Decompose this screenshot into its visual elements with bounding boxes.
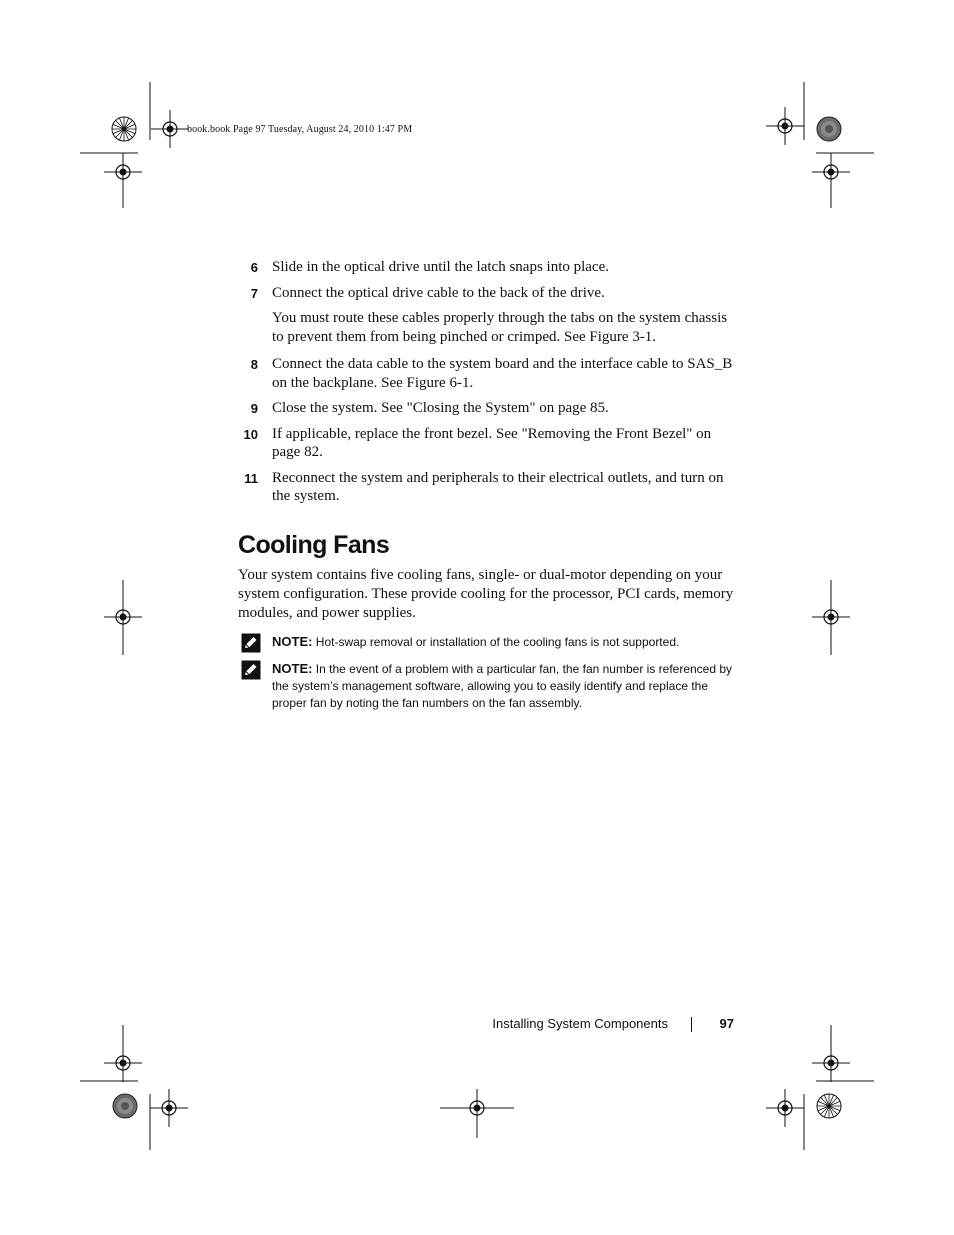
note-text: In the event of a problem with a particular fan, the fan number is referenced by the system’s management software, allowing you to easily identify and replace the proper fan by noting the fan numbers on the fan assembly. [272, 661, 733, 710]
step-7-detail: You must route these cables properly through the tabs on the system chassis to prevent them from being pinched or crimped. See Figure 3-1. [272, 310, 728, 345]
note-2 [238, 660, 738, 712]
step-text: Slide in the optical drive until the latch snaps into place. [272, 259, 610, 275]
note-pencil-icon [241, 660, 261, 680]
footer-section-name: Installing System Components [492, 1016, 668, 1031]
print-header: book.book Page 97 Tuesday, August 24, 2010 1:47 PM [187, 124, 413, 135]
step-number: 11 [244, 470, 258, 486]
step-number: 6 [250, 260, 258, 275]
note-text: Hot-swap removal or installation of the cooling fans is not supported. [315, 634, 680, 649]
section-intro: Your system contains five cooling fans, single- or dual-motor depending on your system configuration. These provide cooling for the processor, PCI cards, memory modules, and power supplies. [238, 566, 734, 621]
step-text: If applicable, replace the front bezel. See "Removing the Front Bezel" on page 82. [272, 425, 712, 460]
note-label: NOTE: [272, 660, 313, 676]
step-text: Reconnect the system and peripherals to their electrical outlets, and turn on the system. [272, 469, 724, 504]
step-6 [238, 258, 738, 277]
note-label: NOTE: [272, 633, 313, 649]
page-content [238, 258, 738, 712]
note-pencil-icon [241, 633, 261, 653]
step-7 [238, 284, 738, 303]
page-number: 97 [719, 1016, 734, 1031]
note-1 [238, 633, 738, 651]
footer-divider [691, 1017, 692, 1032]
step-number: 7 [250, 285, 258, 301]
step-9 [238, 399, 738, 418]
step-text: Connect the optical drive cable to the back of the drive. [272, 284, 605, 301]
step-number: 8 [250, 357, 258, 372]
section-title: Cooling Fans [238, 530, 390, 559]
step-8 [238, 355, 738, 392]
step-text: Connect the data cable to the system board and the interface cable to SAS_B on the backplane. See Figure 6-1. [272, 356, 733, 391]
step-text: Close the system. See "Closing the System" on page 85. [272, 400, 609, 416]
step-number: 10 [243, 426, 258, 442]
step-10 [238, 425, 738, 462]
step-11 [238, 469, 738, 506]
step-number: 9 [250, 401, 258, 416]
